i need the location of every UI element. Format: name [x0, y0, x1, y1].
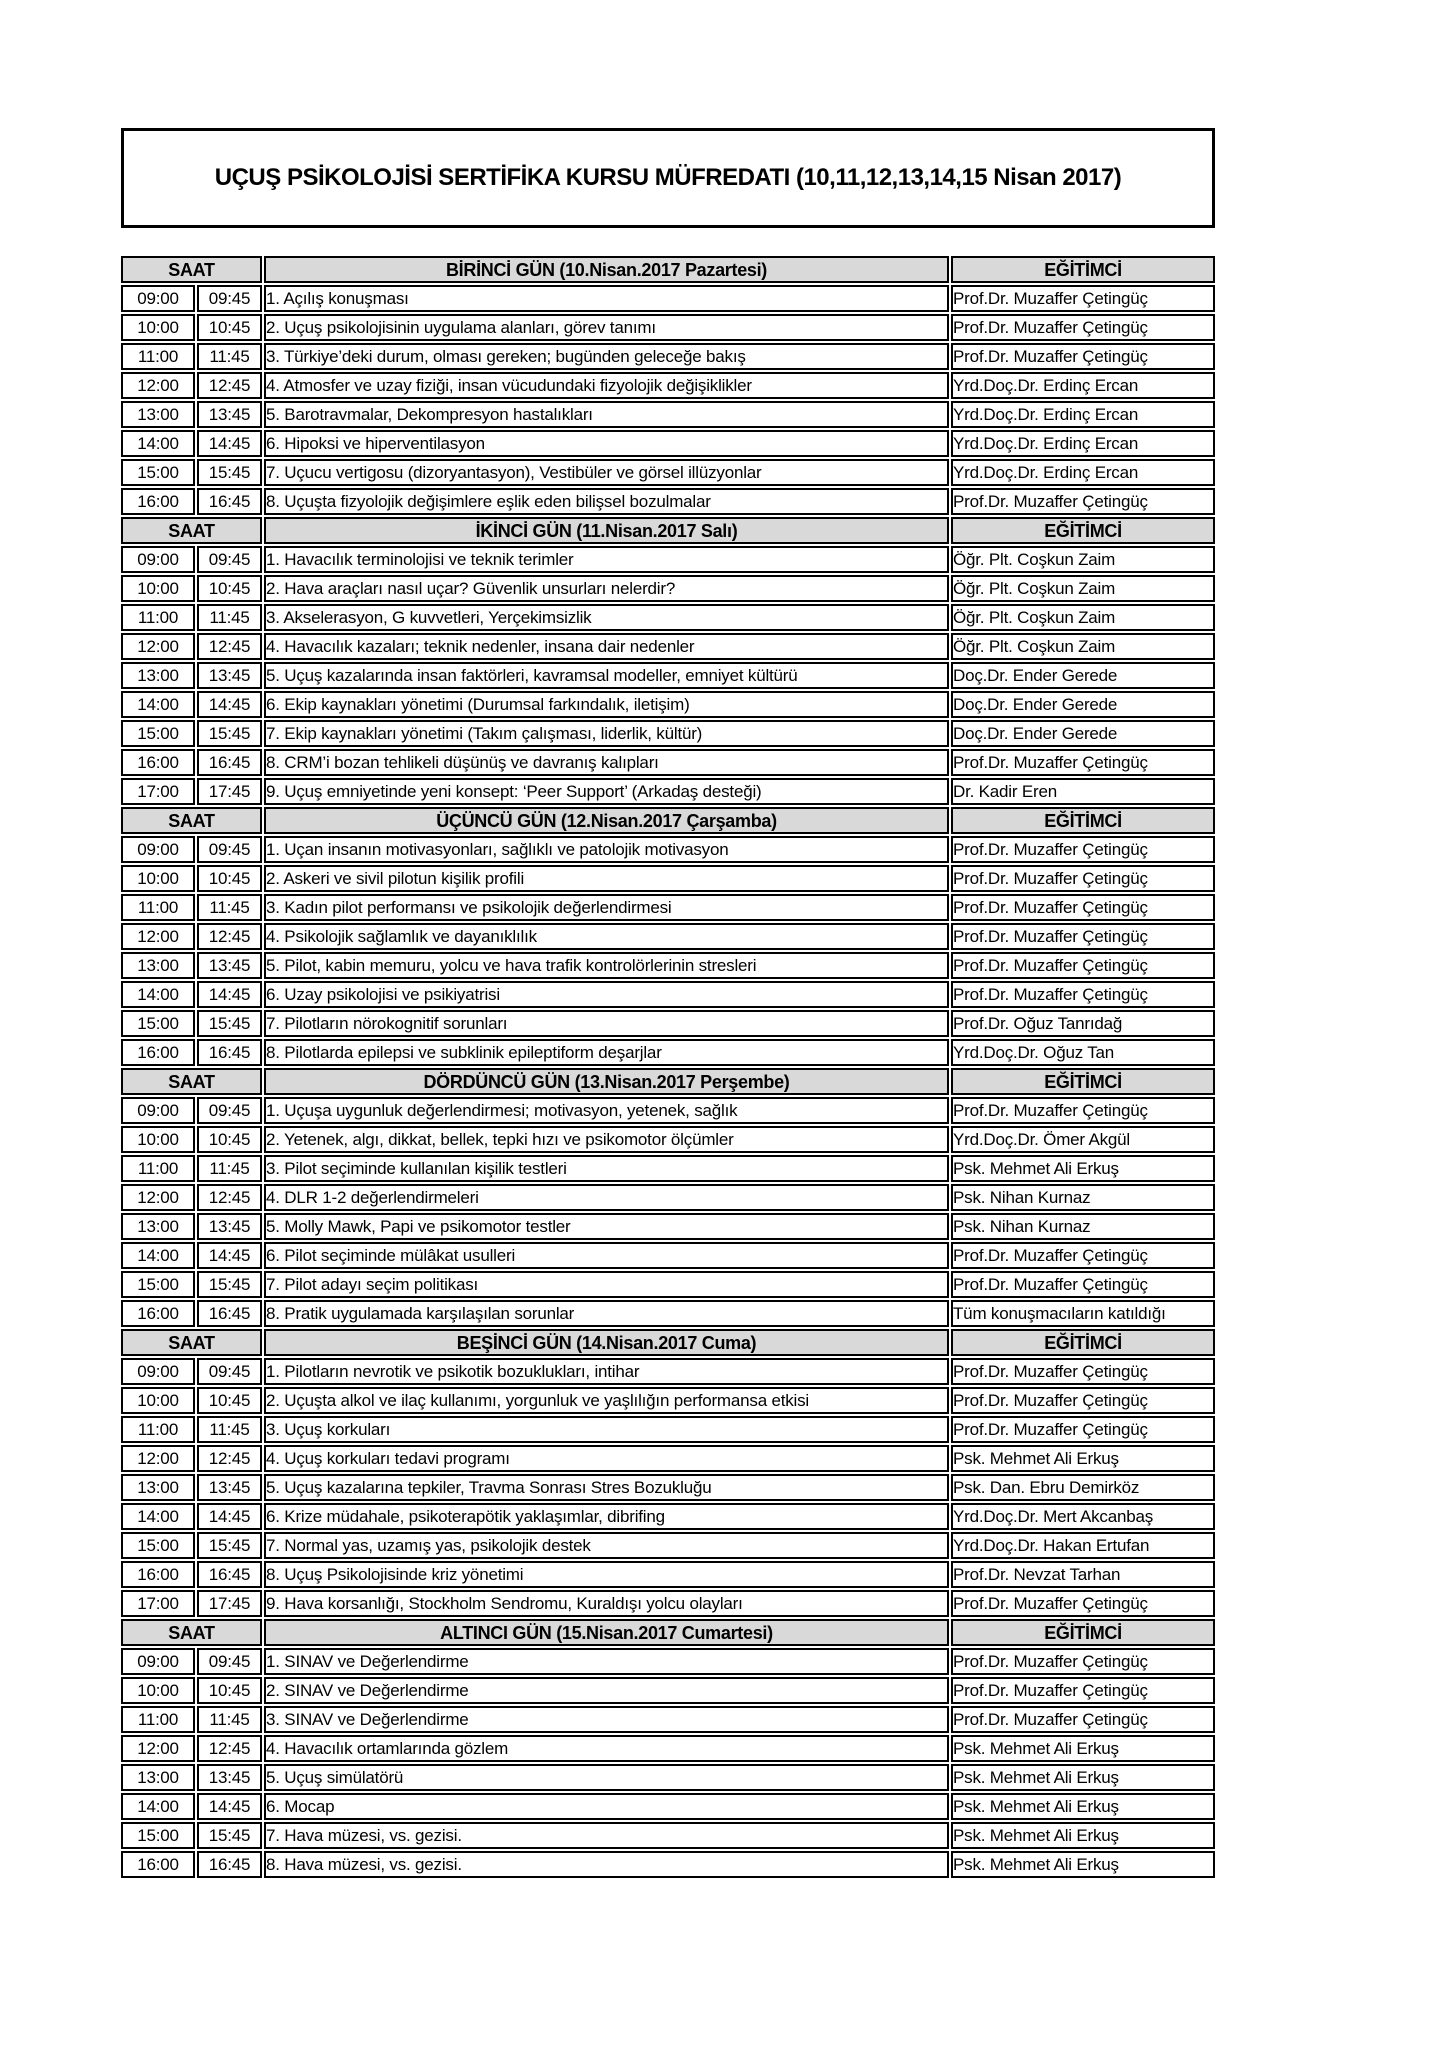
educator-cell: Doç.Dr. Ender Gerede: [951, 662, 1215, 689]
educator-cell: Psk. Mehmet Ali Erkuş: [951, 1764, 1215, 1791]
educator-cell: Prof.Dr. Oğuz Tanrıdağ: [951, 1010, 1215, 1037]
time-end-cell: 14:45: [197, 1793, 262, 1820]
topic-cell: 2. Hava araçları nasıl uçar? Güvenlik unsurları nelerdir?: [264, 575, 949, 602]
time-end-cell: 12:45: [197, 1184, 262, 1211]
time-start-cell: 15:00: [121, 459, 195, 486]
day-header: DÖRDÜNCÜ GÜN (13.Nisan.2017 Perşembe): [264, 1068, 949, 1095]
educator-cell: Prof.Dr. Muzaffer Çetingüç: [951, 749, 1215, 776]
educator-cell: Prof.Dr. Muzaffer Çetingüç: [951, 952, 1215, 979]
educator-cell: Psk. Mehmet Ali Erkuş: [951, 1735, 1215, 1762]
topic-cell: 7. Normal yas, uzamış yas, psikolojik destek: [264, 1532, 949, 1559]
topic-cell: 8. Hava müzesi, vs. gezisi.: [264, 1851, 949, 1878]
topic-cell: 3. SINAV ve Değerlendirme: [264, 1706, 949, 1733]
schedule-row: [121, 1474, 1215, 1501]
schedule-row: [121, 1184, 1215, 1211]
topic-cell: 7. Ekip kaynakları yönetimi (Takım çalışması, liderlik, kültür): [264, 720, 949, 747]
educator-cell: Psk. Mehmet Ali Erkuş: [951, 1445, 1215, 1472]
educator-cell: Yrd.Doç.Dr. Erdinç Ercan: [951, 459, 1215, 486]
topic-cell: 7. Pilot adayı seçim politikası: [264, 1271, 949, 1298]
schedule-row: [121, 1213, 1215, 1240]
time-start-cell: 11:00: [121, 1155, 195, 1182]
educator-cell: Prof.Dr. Muzaffer Çetingüç: [951, 285, 1215, 312]
educator-cell: Psk. Dan. Ebru Demirköz: [951, 1474, 1215, 1501]
educator-cell: Yrd.Doç.Dr. Erdinç Ercan: [951, 430, 1215, 457]
time-end-cell: 13:45: [197, 401, 262, 428]
topic-cell: 5. Uçuş simülatörü: [264, 1764, 949, 1791]
time-end-cell: 15:45: [197, 1822, 262, 1849]
time-end-cell: 16:45: [197, 1561, 262, 1588]
educator-cell: Prof.Dr. Muzaffer Çetingüç: [951, 894, 1215, 921]
saat-header: SAAT: [121, 517, 262, 544]
egitimci-header: EĞİTİMCİ: [951, 807, 1215, 834]
time-start-cell: 09:00: [121, 1358, 195, 1385]
time-start-cell: 09:00: [121, 1097, 195, 1124]
schedule-row: [121, 1242, 1215, 1269]
educator-cell: Öğr. Plt. Coşkun Zaim: [951, 604, 1215, 631]
day-header-row: [121, 1068, 1215, 1095]
time-start-cell: 12:00: [121, 923, 195, 950]
topic-cell: 9. Hava korsanlığı, Stockholm Sendromu, Kuraldışı yolcu olayları: [264, 1590, 949, 1617]
educator-cell: Prof.Dr. Muzaffer Çetingüç: [951, 1242, 1215, 1269]
topic-cell: 5. Barotravmalar, Dekompresyon hastalıkları: [264, 401, 949, 428]
time-start-cell: 12:00: [121, 372, 195, 399]
time-start-cell: 10:00: [121, 314, 195, 341]
schedule-row: [121, 662, 1215, 689]
egitimci-header: EĞİTİMCİ: [951, 1619, 1215, 1646]
educator-cell: Prof.Dr. Muzaffer Çetingüç: [951, 1416, 1215, 1443]
topic-cell: 5. Pilot, kabin memuru, yolcu ve hava trafik kontrolörlerinin stresleri: [264, 952, 949, 979]
time-end-cell: 15:45: [197, 1532, 262, 1559]
educator-cell: Doç.Dr. Ender Gerede: [951, 720, 1215, 747]
day-header: BİRİNCİ GÜN (10.Nisan.2017 Pazartesi): [264, 256, 949, 283]
topic-cell: 8. Pratik uygulamada karşılaşılan sorunlar: [264, 1300, 949, 1327]
topic-cell: 4. Havacılık kazaları; teknik nedenler, insana dair nedenler: [264, 633, 949, 660]
time-end-cell: 09:45: [197, 1358, 262, 1385]
time-end-cell: 17:45: [197, 1590, 262, 1617]
topic-cell: 4. Havacılık ortamlarında gözlem: [264, 1735, 949, 1762]
day-header-row: [121, 256, 1215, 283]
topic-cell: 3. Kadın pilot performansı ve psikolojik değerlendirmesi: [264, 894, 949, 921]
saat-header: SAAT: [121, 807, 262, 834]
schedule-row: [121, 488, 1215, 515]
time-start-cell: 15:00: [121, 720, 195, 747]
schedule-row: [121, 604, 1215, 631]
time-end-cell: 15:45: [197, 1010, 262, 1037]
topic-cell: 1. Uçuşa uygunluk değerlendirmesi; motivasyon, yetenek, sağlık: [264, 1097, 949, 1124]
time-start-cell: 09:00: [121, 285, 195, 312]
time-end-cell: 10:45: [197, 1126, 262, 1153]
time-start-cell: 13:00: [121, 952, 195, 979]
schedule-row: [121, 1648, 1215, 1675]
day-header: İKİNCİ GÜN (11.Nisan.2017 Salı): [264, 517, 949, 544]
topic-cell: 6. Ekip kaynakları yönetimi (Durumsal farkındalık, iletişim): [264, 691, 949, 718]
topic-cell: 8. CRM’i bozan tehlikeli düşünüş ve davranış kalıpları: [264, 749, 949, 776]
topic-cell: 6. Uzay psikolojisi ve psikiyatrisi: [264, 981, 949, 1008]
time-start-cell: 09:00: [121, 1648, 195, 1675]
time-start-cell: 12:00: [121, 1735, 195, 1762]
topic-cell: 6. Krize müdahale, psikoterapötik yaklaşımlar, dibrifing: [264, 1503, 949, 1530]
educator-cell: Öğr. Plt. Coşkun Zaim: [951, 546, 1215, 573]
schedule-row: [121, 430, 1215, 457]
time-end-cell: 13:45: [197, 662, 262, 689]
day-header: ÜÇÜNCÜ GÜN (12.Nisan.2017 Çarşamba): [264, 807, 949, 834]
time-start-cell: 16:00: [121, 1300, 195, 1327]
time-end-cell: 15:45: [197, 1271, 262, 1298]
educator-cell: Yrd.Doç.Dr. Erdinç Ercan: [951, 401, 1215, 428]
time-end-cell: 13:45: [197, 1213, 262, 1240]
educator-cell: Tüm konuşmacıların katıldığı: [951, 1300, 1215, 1327]
educator-cell: Prof.Dr. Muzaffer Çetingüç: [951, 343, 1215, 370]
topic-cell: 2. Askeri ve sivil pilotun kişilik profili: [264, 865, 949, 892]
time-end-cell: 13:45: [197, 1764, 262, 1791]
time-start-cell: 14:00: [121, 691, 195, 718]
time-end-cell: 09:45: [197, 836, 262, 863]
topic-cell: 3. Türkiye’deki durum, olması gereken; bugünden geleceğe bakış: [264, 343, 949, 370]
educator-cell: Dr. Kadir Eren: [951, 778, 1215, 805]
topic-cell: 1. Havacılık terminolojisi ve teknik terimler: [264, 546, 949, 573]
time-start-cell: 13:00: [121, 401, 195, 428]
time-start-cell: 10:00: [121, 1387, 195, 1414]
topic-cell: 1. Açılış konuşması: [264, 285, 949, 312]
title-box: [121, 128, 1215, 228]
topic-cell: 2. Uçuş psikolojisinin uygulama alanları, görev tanımı: [264, 314, 949, 341]
time-start-cell: 12:00: [121, 633, 195, 660]
schedule-row: [121, 1561, 1215, 1588]
topic-cell: 8. Uçuş Psikolojisinde kriz yönetimi: [264, 1561, 949, 1588]
time-start-cell: 11:00: [121, 894, 195, 921]
time-end-cell: 16:45: [197, 1039, 262, 1066]
educator-cell: Prof.Dr. Nevzat Tarhan: [951, 1561, 1215, 1588]
educator-cell: Prof.Dr. Muzaffer Çetingüç: [951, 1097, 1215, 1124]
educator-cell: Öğr. Plt. Coşkun Zaim: [951, 633, 1215, 660]
schedule-row: [121, 836, 1215, 863]
schedule-row: [121, 459, 1215, 486]
topic-cell: 5. Uçuş kazalarında insan faktörleri, kavramsal modeller, emniyet kültürü: [264, 662, 949, 689]
educator-cell: Prof.Dr. Muzaffer Çetingüç: [951, 981, 1215, 1008]
educator-cell: Yrd.Doç.Dr. Oğuz Tan: [951, 1039, 1215, 1066]
page-title: UÇUŞ PSİKOLOJİSİ SERTİFİKA KURSU MÜFREDATI (10,11,12,13,14,15 Nisan 2017): [214, 164, 1122, 191]
day-header-row: [121, 1619, 1215, 1646]
topic-cell: 6. Pilot seçiminde mülâkat usulleri: [264, 1242, 949, 1269]
schedule-row: [121, 1271, 1215, 1298]
time-start-cell: 16:00: [121, 1851, 195, 1878]
time-end-cell: 10:45: [197, 1387, 262, 1414]
time-start-cell: 14:00: [121, 981, 195, 1008]
day-header: BEŞİNCİ GÜN (14.Nisan.2017 Cuma): [264, 1329, 949, 1356]
time-start-cell: 17:00: [121, 778, 195, 805]
time-start-cell: 14:00: [121, 1793, 195, 1820]
time-start-cell: 11:00: [121, 343, 195, 370]
schedule-row: [121, 575, 1215, 602]
time-end-cell: 15:45: [197, 720, 262, 747]
topic-cell: 2. SINAV ve Değerlendirme: [264, 1677, 949, 1704]
time-end-cell: 09:45: [197, 285, 262, 312]
time-start-cell: 10:00: [121, 575, 195, 602]
time-start-cell: 15:00: [121, 1532, 195, 1559]
time-end-cell: 12:45: [197, 372, 262, 399]
schedule-row: [121, 314, 1215, 341]
schedule-row: [121, 981, 1215, 1008]
time-end-cell: 09:45: [197, 1097, 262, 1124]
saat-header: SAAT: [121, 1068, 262, 1095]
educator-cell: Prof.Dr. Muzaffer Çetingüç: [951, 314, 1215, 341]
schedule-row: [121, 1010, 1215, 1037]
time-end-cell: 12:45: [197, 1735, 262, 1762]
schedule-row: [121, 1387, 1215, 1414]
schedule-row: [121, 1851, 1215, 1878]
topic-cell: 7. Pilotların nörokognitif sorunları: [264, 1010, 949, 1037]
schedule-row: [121, 1706, 1215, 1733]
schedule-row: [121, 1445, 1215, 1472]
educator-cell: Yrd.Doç.Dr. Ömer Akgül: [951, 1126, 1215, 1153]
time-end-cell: 15:45: [197, 459, 262, 486]
time-start-cell: 16:00: [121, 1039, 195, 1066]
time-start-cell: 09:00: [121, 836, 195, 863]
educator-cell: Yrd.Doç.Dr. Erdinç Ercan: [951, 372, 1215, 399]
time-end-cell: 17:45: [197, 778, 262, 805]
topic-cell: 1. Uçan insanın motivasyonları, sağlıklı ve patolojik motivasyon: [264, 836, 949, 863]
schedule-row: [121, 372, 1215, 399]
topic-cell: 1. SINAV ve Değerlendirme: [264, 1648, 949, 1675]
time-start-cell: 17:00: [121, 1590, 195, 1617]
day-header-row: [121, 1329, 1215, 1356]
topic-cell: 8. Pilotlarda epilepsi ve subklinik epileptiform deşarjlar: [264, 1039, 949, 1066]
schedule-row: [121, 1039, 1215, 1066]
educator-cell: Prof.Dr. Muzaffer Çetingüç: [951, 1706, 1215, 1733]
educator-cell: Prof.Dr. Muzaffer Çetingüç: [951, 1590, 1215, 1617]
time-end-cell: 10:45: [197, 865, 262, 892]
educator-cell: Psk. Mehmet Ali Erkuş: [951, 1155, 1215, 1182]
topic-cell: 4. Atmosfer ve uzay fiziği, insan vücudundaki fizyolojik değişiklikler: [264, 372, 949, 399]
time-end-cell: 16:45: [197, 1851, 262, 1878]
schedule-row: [121, 1677, 1215, 1704]
time-start-cell: 13:00: [121, 1474, 195, 1501]
time-end-cell: 11:45: [197, 894, 262, 921]
time-end-cell: 09:45: [197, 1648, 262, 1675]
time-end-cell: 11:45: [197, 1155, 262, 1182]
egitimci-header: EĞİTİMCİ: [951, 256, 1215, 283]
educator-cell: Psk. Nihan Kurnaz: [951, 1213, 1215, 1240]
egitimci-header: EĞİTİMCİ: [951, 1068, 1215, 1095]
saat-header: SAAT: [121, 1329, 262, 1356]
topic-cell: 6. Mocap: [264, 1793, 949, 1820]
time-start-cell: 16:00: [121, 488, 195, 515]
schedule-table: [119, 254, 1217, 1880]
day-header-row: [121, 807, 1215, 834]
time-start-cell: 15:00: [121, 1010, 195, 1037]
time-start-cell: 16:00: [121, 1561, 195, 1588]
time-end-cell: 16:45: [197, 749, 262, 776]
schedule-row: [121, 1590, 1215, 1617]
educator-cell: Yrd.Doç.Dr. Hakan Ertufan: [951, 1532, 1215, 1559]
schedule-row: [121, 1126, 1215, 1153]
time-end-cell: 10:45: [197, 575, 262, 602]
topic-cell: 2. Yetenek, algı, dikkat, bellek, tepki hızı ve psikomotor ölçümler: [264, 1126, 949, 1153]
time-start-cell: 13:00: [121, 1213, 195, 1240]
schedule-row: [121, 894, 1215, 921]
time-end-cell: 14:45: [197, 1503, 262, 1530]
educator-cell: Öğr. Plt. Coşkun Zaim: [951, 575, 1215, 602]
schedule-row: [121, 778, 1215, 805]
saat-header: SAAT: [121, 256, 262, 283]
topic-cell: 4. Psikolojik sağlamlık ve dayanıklılık: [264, 923, 949, 950]
time-end-cell: 11:45: [197, 343, 262, 370]
schedule-row: [121, 1764, 1215, 1791]
topic-cell: 8. Uçuşta fizyolojik değişimlere eşlik eden bilişsel bozulmalar: [264, 488, 949, 515]
topic-cell: 9. Uçuş emniyetinde yeni konsept: ‘Peer Support’ (Arkadaş desteği): [264, 778, 949, 805]
time-end-cell: 12:45: [197, 923, 262, 950]
topic-cell: 3. Pilot seçiminde kullanılan kişilik testleri: [264, 1155, 949, 1182]
educator-cell: Psk. Nihan Kurnaz: [951, 1184, 1215, 1211]
time-end-cell: 11:45: [197, 1706, 262, 1733]
schedule-row: [121, 749, 1215, 776]
schedule-row: [121, 865, 1215, 892]
time-end-cell: 14:45: [197, 691, 262, 718]
time-start-cell: 10:00: [121, 1677, 195, 1704]
topic-cell: 1. Pilotların nevrotik ve psikotik bozuklukları, intihar: [264, 1358, 949, 1385]
time-start-cell: 09:00: [121, 546, 195, 573]
schedule-row: [121, 691, 1215, 718]
time-end-cell: 14:45: [197, 981, 262, 1008]
educator-cell: Prof.Dr. Muzaffer Çetingüç: [951, 865, 1215, 892]
time-end-cell: 12:45: [197, 1445, 262, 1472]
topic-cell: 2. Uçuşta alkol ve ilaç kullanımı, yorgunluk ve yaşlılığın performansa etkisi: [264, 1387, 949, 1414]
time-end-cell: 09:45: [197, 546, 262, 573]
topic-cell: 3. Uçuş korkuları: [264, 1416, 949, 1443]
time-end-cell: 13:45: [197, 952, 262, 979]
time-end-cell: 10:45: [197, 1677, 262, 1704]
schedule-row: [121, 1416, 1215, 1443]
schedule-row: [121, 633, 1215, 660]
educator-cell: Prof.Dr. Muzaffer Çetingüç: [951, 1387, 1215, 1414]
time-start-cell: 12:00: [121, 1445, 195, 1472]
time-end-cell: 12:45: [197, 633, 262, 660]
day-header: ALTINCI GÜN (15.Nisan.2017 Cumartesi): [264, 1619, 949, 1646]
schedule-row: [121, 401, 1215, 428]
time-start-cell: 13:00: [121, 1764, 195, 1791]
schedule-row: [121, 1532, 1215, 1559]
egitimci-header: EĞİTİMCİ: [951, 517, 1215, 544]
schedule-row: [121, 1822, 1215, 1849]
schedule-row: [121, 720, 1215, 747]
time-end-cell: 14:45: [197, 1242, 262, 1269]
educator-cell: Psk. Mehmet Ali Erkuş: [951, 1822, 1215, 1849]
time-start-cell: 10:00: [121, 865, 195, 892]
educator-cell: Prof.Dr. Muzaffer Çetingüç: [951, 923, 1215, 950]
time-start-cell: 15:00: [121, 1822, 195, 1849]
egitimci-header: EĞİTİMCİ: [951, 1329, 1215, 1356]
time-start-cell: 14:00: [121, 430, 195, 457]
time-start-cell: 13:00: [121, 662, 195, 689]
time-start-cell: 12:00: [121, 1184, 195, 1211]
schedule-row: [121, 1735, 1215, 1762]
schedule-row: [121, 1503, 1215, 1530]
time-end-cell: 14:45: [197, 430, 262, 457]
educator-cell: Psk. Mehmet Ali Erkuş: [951, 1793, 1215, 1820]
schedule-row: [121, 1358, 1215, 1385]
schedule-row: [121, 952, 1215, 979]
schedule-row: [121, 546, 1215, 573]
topic-cell: 3. Akselerasyon, G kuvvetleri, Yerçekimsizlik: [264, 604, 949, 631]
time-end-cell: 10:45: [197, 314, 262, 341]
time-start-cell: 11:00: [121, 1416, 195, 1443]
educator-cell: Prof.Dr. Muzaffer Çetingüç: [951, 1677, 1215, 1704]
schedule-row: [121, 1793, 1215, 1820]
topic-cell: 4. DLR 1-2 değerlendirmeleri: [264, 1184, 949, 1211]
topic-cell: 4. Uçuş korkuları tedavi programı: [264, 1445, 949, 1472]
schedule-row: [121, 1097, 1215, 1124]
educator-cell: Yrd.Doç.Dr. Mert Akcanbaş: [951, 1503, 1215, 1530]
time-end-cell: 16:45: [197, 1300, 262, 1327]
topic-cell: 7. Uçucu vertigosu (dizoryantasyon), Vestibüler ve görsel illüzyonlar: [264, 459, 949, 486]
educator-cell: Prof.Dr. Muzaffer Çetingüç: [951, 836, 1215, 863]
time-start-cell: 15:00: [121, 1271, 195, 1298]
schedule-body: [121, 256, 1215, 1878]
topic-cell: 5. Molly Mawk, Papi ve psikomotor testler: [264, 1213, 949, 1240]
schedule-row: [121, 285, 1215, 312]
time-end-cell: 13:45: [197, 1474, 262, 1501]
time-start-cell: 16:00: [121, 749, 195, 776]
schedule-row: [121, 1300, 1215, 1327]
time-end-cell: 11:45: [197, 604, 262, 631]
day-header-row: [121, 517, 1215, 544]
time-start-cell: 14:00: [121, 1503, 195, 1530]
educator-cell: Doç.Dr. Ender Gerede: [951, 691, 1215, 718]
topic-cell: 7. Hava müzesi, vs. gezisi.: [264, 1822, 949, 1849]
time-start-cell: 10:00: [121, 1126, 195, 1153]
time-start-cell: 11:00: [121, 604, 195, 631]
topic-cell: 6. Hipoksi ve hiperventilasyon: [264, 430, 949, 457]
time-end-cell: 11:45: [197, 1416, 262, 1443]
topic-cell: 5. Uçuş kazalarına tepkiler, Travma Sonrası Stres Bozukluğu: [264, 1474, 949, 1501]
educator-cell: Prof.Dr. Muzaffer Çetingüç: [951, 488, 1215, 515]
time-start-cell: 14:00: [121, 1242, 195, 1269]
time-end-cell: 16:45: [197, 488, 262, 515]
educator-cell: Prof.Dr. Muzaffer Çetingüç: [951, 1358, 1215, 1385]
saat-header: SAAT: [121, 1619, 262, 1646]
schedule-row: [121, 1155, 1215, 1182]
educator-cell: Prof.Dr. Muzaffer Çetingüç: [951, 1648, 1215, 1675]
schedule-row: [121, 923, 1215, 950]
educator-cell: Psk. Mehmet Ali Erkuş: [951, 1851, 1215, 1878]
time-start-cell: 11:00: [121, 1706, 195, 1733]
educator-cell: Prof.Dr. Muzaffer Çetingüç: [951, 1271, 1215, 1298]
schedule-row: [121, 343, 1215, 370]
